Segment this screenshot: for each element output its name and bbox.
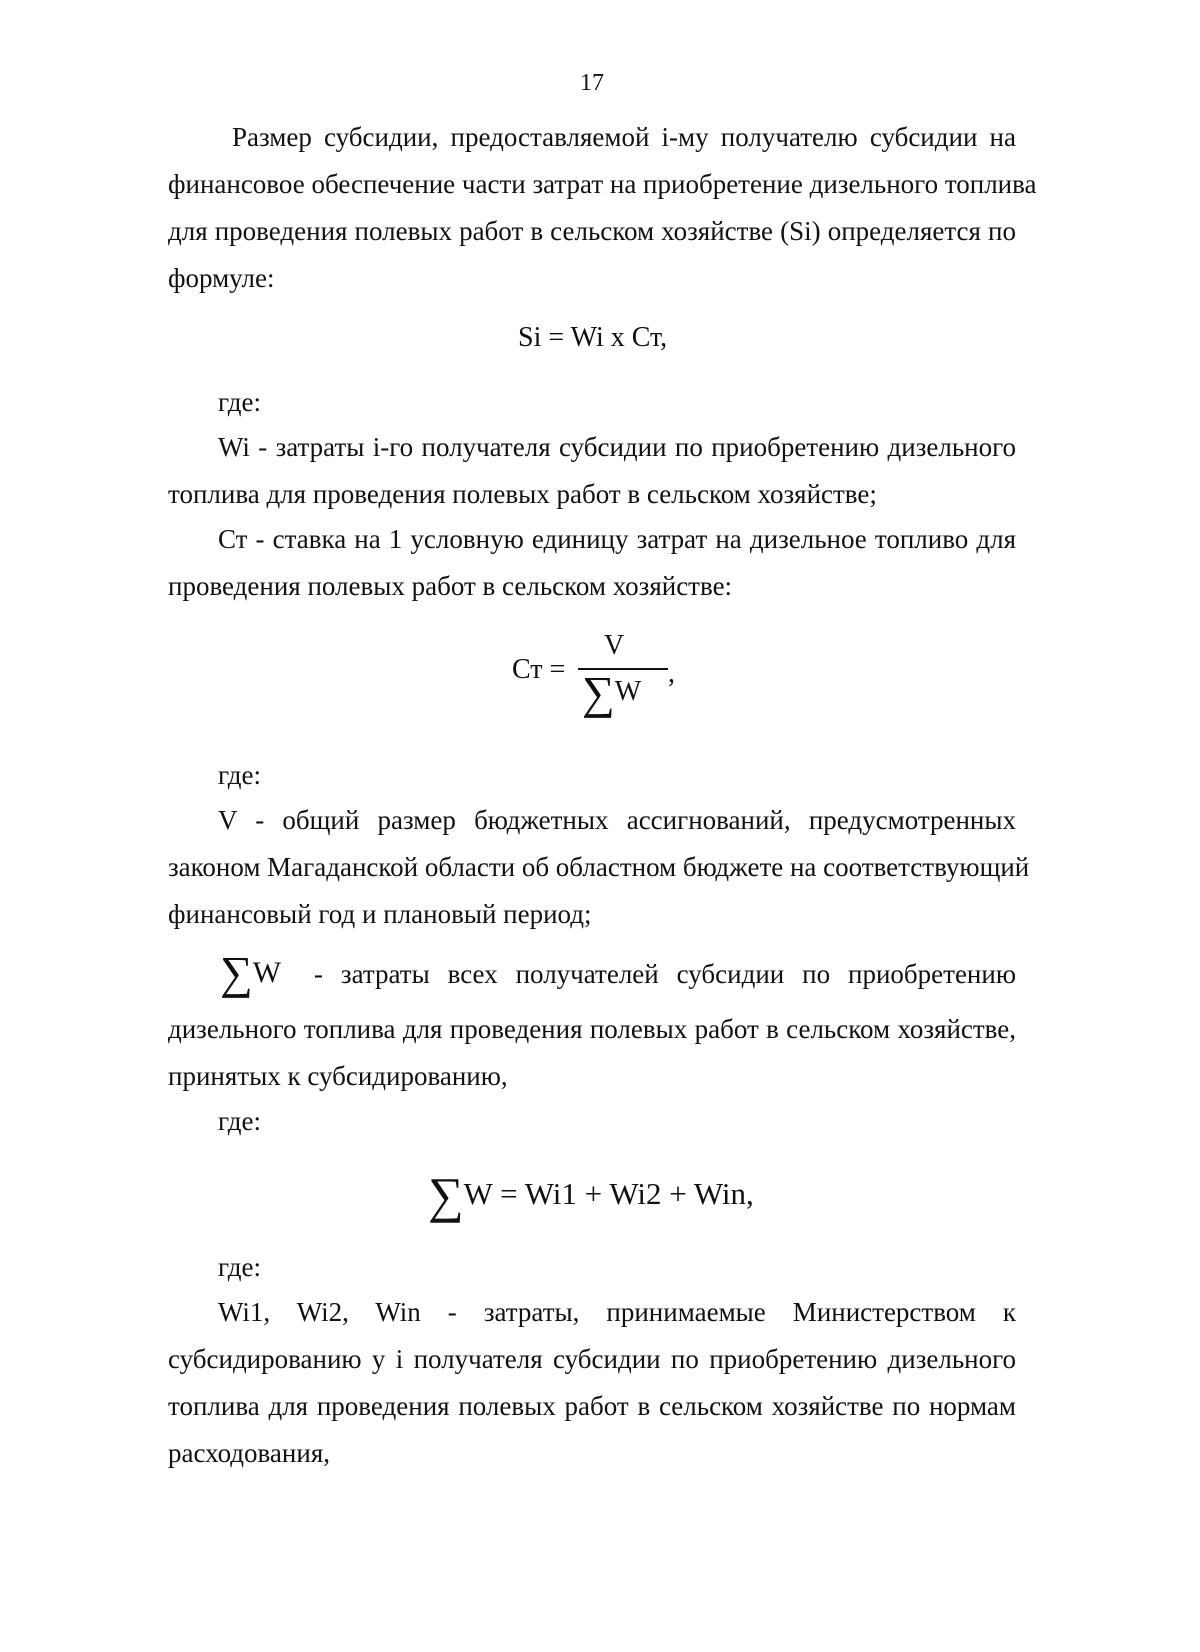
sigma-symbol: ∑ [220,947,253,998]
paragraph-6-line-3: топлива для проведения полевых работ в сельском хозяйстве по нормам [168,1391,1016,1421]
paragraph-1-line-2: финансовое обеспечение части затрат на приобретение дизельного топлива [168,169,1037,199]
paragraph-6-line-4: расходования, [168,1438,330,1468]
sum-w-letter: W [252,956,282,989]
formula-si: Si = Wi x Ст, [518,322,668,353]
paragraph-1-line-3: для проведения полевых работ в сельском хозяйстве (Si) определяется по [168,216,1016,246]
paragraph-2-line-2: топлива для проведения полевых работ в сельском хозяйстве; [168,479,877,509]
paragraph-5-line-3: принятых к субсидированию, [168,1061,508,1091]
page-number: 17 [580,70,604,96]
paragraph-5-line-1: - затраты всех получателей субсидии по приобретению [314,959,1016,989]
paragraph-1-line-4: формуле: [168,263,275,293]
paragraph-4-line-3: финансовый год и плановый период; [168,899,592,929]
formula-rate-fraction [512,630,682,720]
paragraph-6-line-1: Wi1, Wi2, Win - затраты, принимаемые Министерством к [218,1297,1016,1327]
formula-rate-denominator [582,662,642,718]
where-label-3: где: [218,1106,261,1136]
paragraph-3-line-2: проведения полевых работ в сельском хозяйстве: [168,571,733,601]
paragraph-1-line-1: Размер субсидии, предоставляемой i-му получателю субсидии на [232,122,1016,152]
where-label-4: где: [218,1252,261,1282]
sigma-symbol: ∑ [582,667,615,718]
paragraph-4-line-1: V - общий размер бюджетных ассигнований, предусмотренных [218,805,1016,835]
formula-sum-w [428,1162,754,1223]
sum-w-symbol [220,944,282,998]
sigma-symbol: ∑ [428,1167,464,1223]
formula-rate-lhs: Ст = [512,654,566,685]
formula-rate-comma: , [668,658,675,689]
paragraph-3-line-1: Ст - ставка на 1 условную единицу затрат на дизельное топливо для [218,524,1016,554]
paragraph-6-line-2: субсидированию у i получателя субсидии по приобретению дизельного [168,1344,1016,1374]
paragraph-5-line-2: дизельного топлива для проведения полевых работ в сельском хозяйстве, [168,1014,1016,1044]
where-label-2: где: [218,760,261,790]
formula-sum-w-text: W = Wi1 + Wi2 + Win, [463,1176,754,1211]
where-label-1: где: [218,387,261,417]
paragraph-2-line-1: Wi - затраты i-го получателя субсидии по приобретению дизельного [218,432,1016,462]
paragraph-4-line-2: законом Магаданской области об областном бюджете на соответствующий [168,852,1030,882]
denominator-w: W [614,676,642,707]
formula-rate-numerator: V [604,630,625,661]
